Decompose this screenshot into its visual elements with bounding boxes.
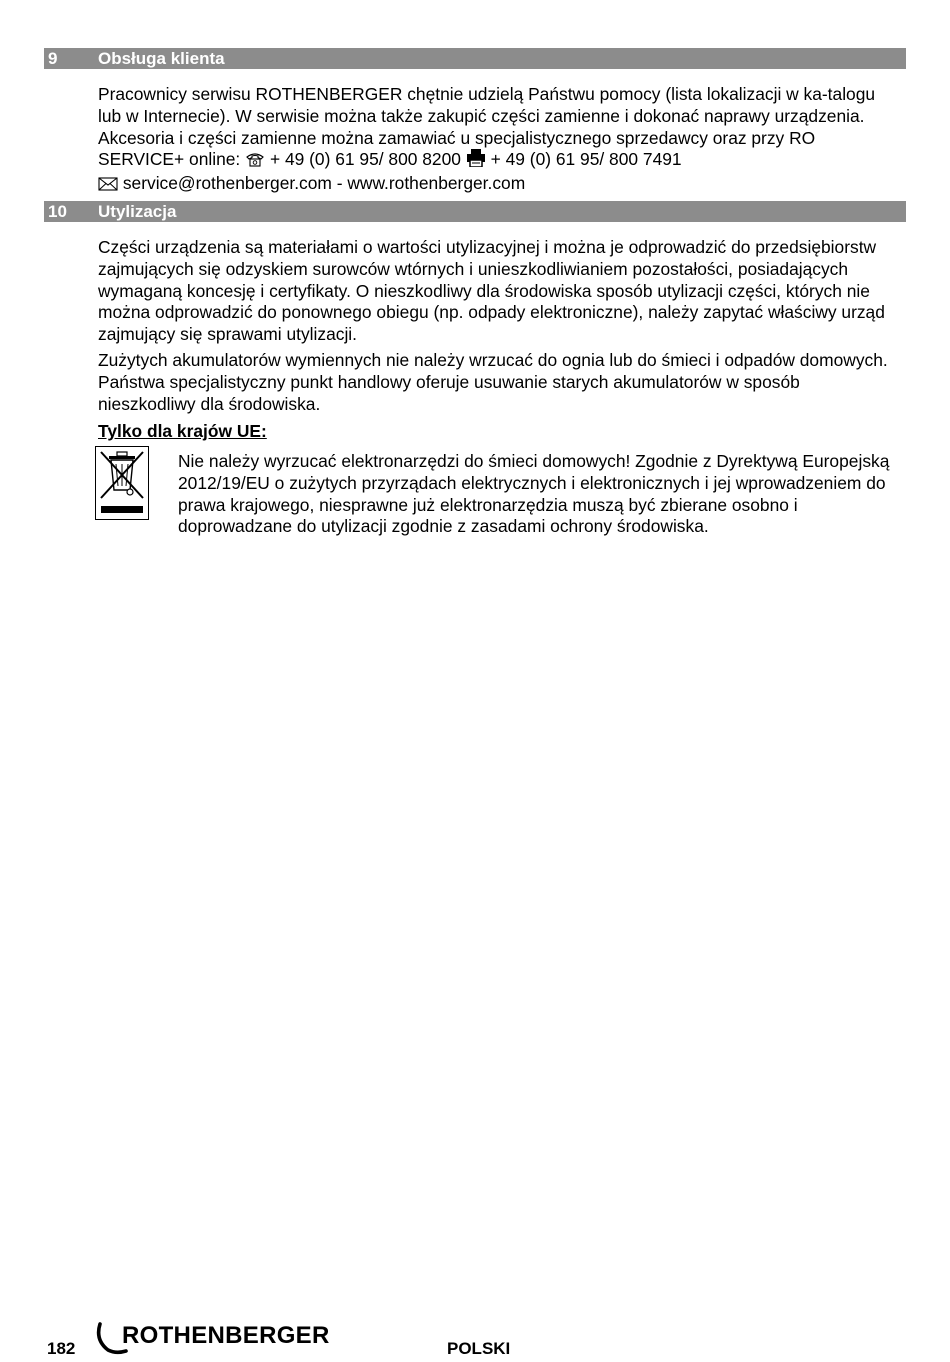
section-9-header: [44, 48, 906, 69]
section-10-header: [44, 201, 906, 222]
section-number: 10: [48, 202, 67, 221]
logo-text: ROTHENBERGER: [122, 1322, 330, 1349]
service-text: Pracownicy serwisu ROTHENBERGER chętnie udzielą Państwu pomocy (lista lokalizacji w ka-talogu lub w Internecie). W serwisie można także zakupić części zamienne i dokonać naprawy urządzenia. Akcesoria i części zamienne można zamawiać u specjalistycznego sprzedawcy oraz przy RO SERVICE+ online:: [98, 84, 876, 170]
rothenberger-logo: [96, 1320, 351, 1356]
section-number: 9: [48, 49, 58, 68]
eu-only-subheading: Tylko dla krajów UE:: [98, 421, 267, 441]
phone-number: + 49 (0) 61 95/ 800 8200: [269, 149, 461, 170]
language-label: POLSKI: [447, 1339, 511, 1358]
section-title: Obsługa klienta: [98, 49, 225, 68]
fax-icon: [466, 149, 486, 173]
phone-icon: [245, 151, 265, 173]
page-number: 182: [47, 1339, 76, 1358]
fax-number: + 49 (0) 61 95/ 800 7491: [490, 149, 682, 170]
disposal-paragraph-2: Zużytych akumulatorów wymiennych nie należy wrzucać do ognia lub do śmieci i odpadów domowych. Państwa specjalistyczny punkt handlowy oferuje usuwanie starych akumulatorów w sposób nieszkodliwy dla środowiska.: [98, 350, 888, 414]
section-title: Utylizacja: [98, 202, 177, 221]
envelope-icon: [98, 175, 118, 197]
crossed-out-wheelie-bin-icon: [95, 446, 149, 520]
email-web: service@rothenberger.com - www.rothenberger.com: [122, 173, 526, 194]
weee-text: Nie należy wyrzucać elektronarzędzi do śmieci domowych! Zgodnie z Dyrektywą Europejską 2012/19/EU o zużytych przyrządach elektrycznych i elektronicznych i jej wprowadzeniem do prawa krajowego, niesprawne już elektronarzędzia muszą być zbierane osobno i doprowadzane do utylizacji zgodnie z zasadami ochrony środowiska.: [178, 451, 890, 537]
customer-service-paragraph: [98, 84, 898, 197]
disposal-paragraph-1: Części urządzenia są materiałami o wartości utylizacyjnej i można je odprowadzić do przedsiębiorstw zajmujących się odzyskiem surowców wtórnych i unieszkodliwianiem pozostałości, posiadających wymaganą koncesję i certyfikaty. O nieszkodliwy dla środowiska sposób utylizacji części, których nie można odprowadzić do ponownego obiegu (np. odpady elektroniczne), należy zapytać właściwy urząd zajmujący się sprawami utylizacji.: [98, 237, 885, 345]
